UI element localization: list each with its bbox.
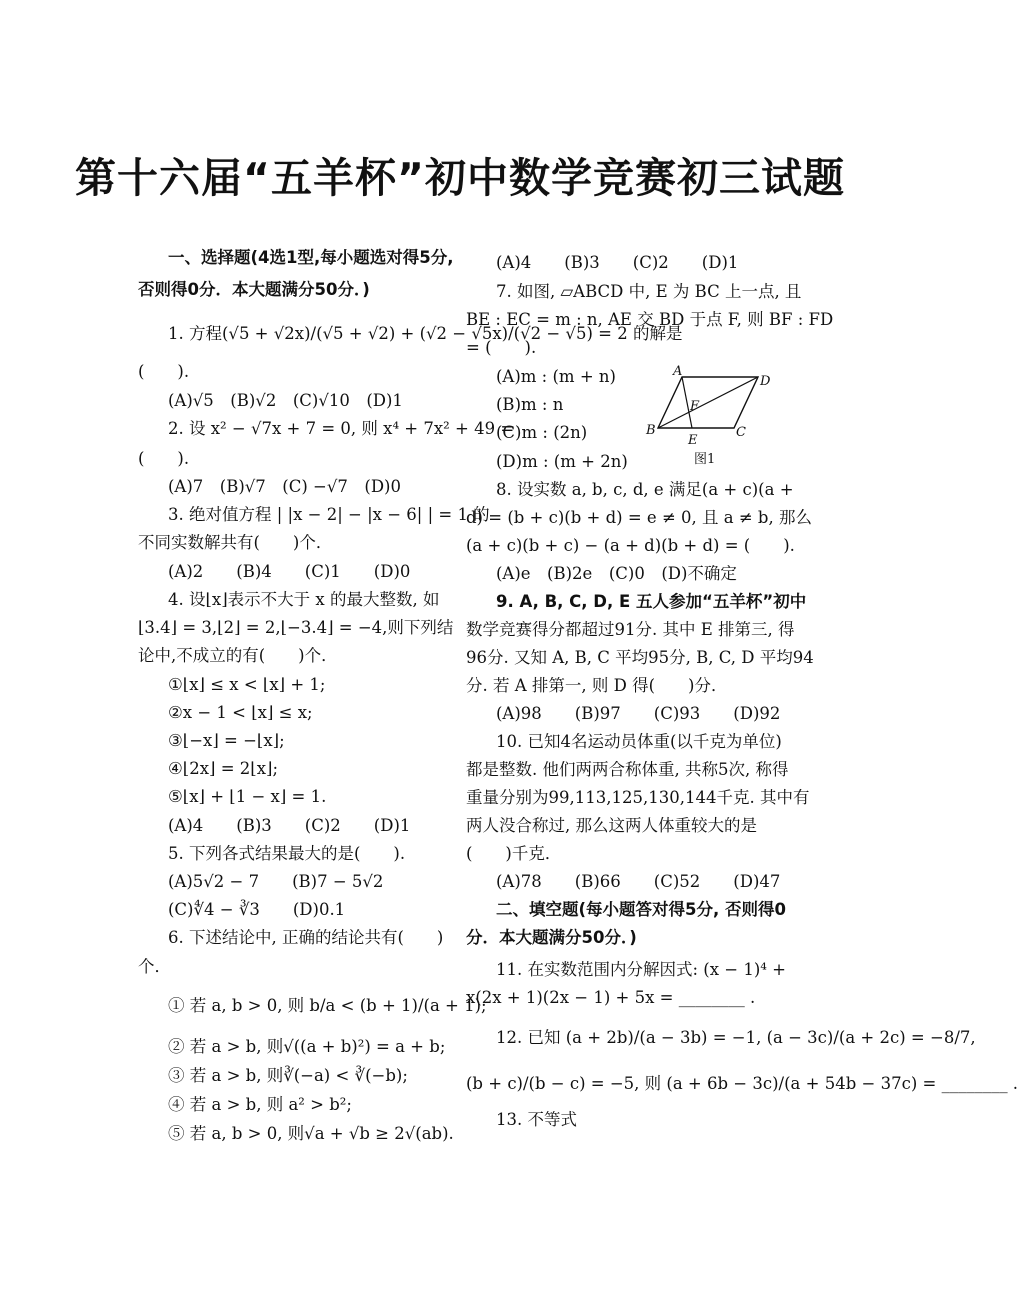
text-line: 1. 方程(√5 + √2x)/(√5 + √2) + (√2 − √5x)/(√2 − √5) = 2 的解是 bbox=[168, 324, 683, 343]
text-line: ② 若 a > b, 则√((a + b)²) = a + b; bbox=[168, 1037, 446, 1056]
text-line: 3. 绝对值方程 | |x − 2| − |x − 6| | = 1 的 bbox=[168, 505, 490, 524]
text-line: 6. 下述结论中, 正确的结论共有( ) bbox=[168, 928, 444, 947]
text-line: ⑤⌊x⌋ + ⌊1 − x⌋ = 1. bbox=[168, 787, 327, 806]
text-line: (A)7 (B)√7 (C) −√7 (D)0 bbox=[168, 477, 401, 496]
text-line: (A)4 (B)3 (C)2 (D)1 bbox=[496, 253, 739, 272]
text-line: 不同实数解共有( )个． bbox=[138, 533, 333, 552]
text-line: ( )千克． bbox=[466, 844, 562, 863]
text-line: (A)5√2 − 7 (B)7 − 5√2 bbox=[168, 872, 384, 891]
text-line: 4. 设⌊x⌋表示不大于 x 的最大整数, 如 bbox=[168, 590, 440, 609]
text-line: d) = (b + c)(b + d) = e ≠ 0, 且 a ≠ b, 那么 bbox=[466, 508, 812, 527]
text-line: (A)4 (B)3 (C)2 (D)1 bbox=[168, 816, 411, 835]
text-line: 否则得0分．本大题满分50分．) bbox=[138, 280, 370, 299]
text-line: 二、填空题(每小题答对得5分, 否则得0 bbox=[496, 900, 787, 919]
text-line: 13. 不等式 bbox=[496, 1110, 577, 1129]
diagonal-bd bbox=[658, 377, 758, 428]
text-line: x(2x + 1)(2x − 1) + 5x = ________ . bbox=[466, 988, 756, 1007]
text-line: 9. A, B, C, D, E 五人参加“五羊杯”初中 bbox=[496, 592, 807, 611]
figure-svg bbox=[640, 364, 771, 467]
label-f: F bbox=[690, 399, 700, 414]
text-line: ( ). bbox=[138, 449, 190, 468]
text-line: 5. 下列各式结果最大的是( ). bbox=[168, 844, 406, 863]
text-line: BE : EC = m : n, AE 交 BD 于点 F, 则 BF : FD bbox=[466, 310, 834, 329]
text-line: (A)98 (B)97 (C)93 (D)92 bbox=[496, 704, 781, 723]
text-line: 7. 如图, ▱ABCD 中, E 为 BC 上一点, 且 bbox=[496, 282, 802, 301]
text-line: 2. 设 x² − √7x + 7 = 0, 则 x⁴ + 7x² + 49 = bbox=[168, 419, 515, 438]
text-line: (b + c)/(b − c) = −5, 则 (a + 6b − 3c)/(a + 54b − 37c) = ________ . bbox=[466, 1074, 1018, 1093]
text-line: 8. 设实数 a, b, c, d, e 满足(a + c)(a + bbox=[496, 480, 794, 499]
text-line: (A)2 (B)4 (C)1 (D)0 bbox=[168, 562, 411, 581]
label-a: A bbox=[673, 364, 683, 379]
text-line: 重量分别为99,113,125,130,144千克. 其中有 bbox=[466, 788, 810, 807]
text-line: (A)e (B)2e (C)0 (D)不确定 bbox=[496, 564, 737, 583]
text-line: 分．本大题满分50分．) bbox=[466, 928, 637, 947]
figure-caption: 图1 bbox=[694, 452, 716, 467]
text-line: ①⌊x⌋ ≤ x < ⌊x⌋ + 1; bbox=[168, 675, 326, 694]
text-line: 个． bbox=[138, 957, 171, 976]
text-line: (a + c)(b + c) − (a + d)(b + d) = ( ). bbox=[466, 536, 795, 555]
text-line: ③⌊−x⌋ = −⌊x⌋; bbox=[168, 731, 285, 750]
text-line: ⑤ 若 a, b > 0, 则√a + √b ≥ 2√(ab). bbox=[168, 1124, 454, 1143]
label-c: C bbox=[736, 425, 746, 440]
text-line: 都是整数. 他们两两合称体重, 共称5次, 称得 bbox=[466, 760, 789, 779]
text-line: ⌊3.4⌋ = 3,⌊2⌋ = 2,⌊−3.4⌋ = −4,则下列结 bbox=[138, 618, 454, 637]
text-line: (A)√5 (B)√2 (C)√10 (D)1 bbox=[168, 391, 403, 410]
label-d: D bbox=[760, 374, 771, 389]
page-title: 第十六届“五羊杯”初中数学竞赛初三试题 bbox=[75, 154, 845, 202]
text-line: 数学竞赛得分都超过91分. 其中 E 排第三, 得 bbox=[466, 620, 795, 639]
parallelogram-figure bbox=[640, 364, 771, 467]
text-line: 一、选择题(4选1型,每小题选对得5分, bbox=[168, 248, 454, 267]
text-line: ④⌊2x⌋ = 2⌊x⌋; bbox=[168, 759, 279, 778]
text-line: ③ 若 a > b, 则∛(−a) < ∛(−b); bbox=[168, 1066, 408, 1085]
text-line: 分. 若 A 排第一, 则 D 得( )分． bbox=[466, 676, 728, 695]
text-line: 96分. 又知 A, B, C 平均95分, B, C, D 平均94 bbox=[466, 648, 814, 667]
text-line: = ( ). bbox=[466, 338, 537, 357]
text-line: (A)78 (B)66 (C)52 (D)47 bbox=[496, 872, 781, 891]
text-line: ②x − 1 < ⌊x⌋ ≤ x; bbox=[168, 703, 313, 722]
text-line: ④ 若 a > b, 则 a² > b²; bbox=[168, 1095, 352, 1114]
text-line: (B)m : n bbox=[496, 395, 564, 414]
text-line: 11. 在实数范围内分解因式: (x − 1)⁴ + bbox=[496, 960, 786, 979]
text-line: (C)∜4 − ∛3 (D)0.1 bbox=[168, 900, 346, 919]
label-e: E bbox=[688, 433, 698, 448]
text-line: 12. 已知 (a + 2b)/(a − 3b) = −1, (a − 3c)/(a + 2c) = −8/7, bbox=[496, 1028, 976, 1047]
text-line: ① 若 a, b > 0, 则 b/a < (b + 1)/(a + 1); bbox=[168, 996, 487, 1015]
text-line: 10. 已知4名运动员体重(以千克为单位) bbox=[496, 732, 782, 751]
text-line: ( ). bbox=[138, 362, 190, 381]
text-line: 两人没合称过, 那么这两人体重较大的是 bbox=[466, 816, 757, 835]
text-line: 论中,不成立的有( )个． bbox=[138, 646, 338, 665]
text-line: (A)m : (m + n) bbox=[496, 367, 616, 386]
text-line: (C)m : (2n) bbox=[496, 423, 588, 442]
label-b: B bbox=[646, 423, 656, 438]
text-line: (D)m : (m + 2n) bbox=[496, 452, 628, 471]
